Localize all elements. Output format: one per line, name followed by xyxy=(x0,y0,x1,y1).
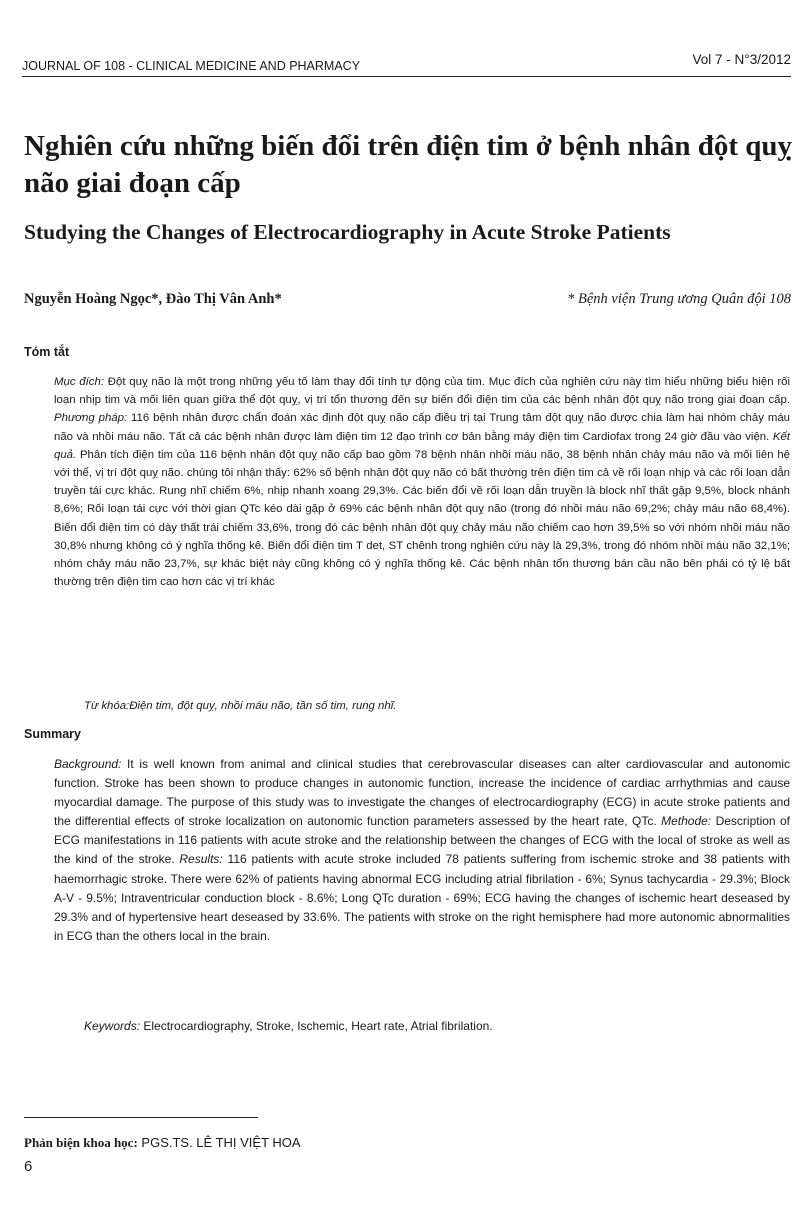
background-label: Background: xyxy=(54,757,122,771)
background-text: It is well known from animal and clinical studies that cerebrovascular diseases can alter cardiovascular and autonomic function. Stroke has been shown to produce changes in autonomic function, increase the incidence of cardiac arrhythmias and cause myocardial damage. The purpose of this study was to investigate the changes of electrocardiography (ECG) in acute stroke patients and the differential effects of stroke localization on autonomic function parameters assessed by the heart rate, QTc. xyxy=(54,757,790,829)
results-label: Results: xyxy=(179,852,223,867)
keywords-en-text: Electrocardiography, Stroke, Ischemic, Heart rate, Atrial fibrilation. xyxy=(140,1019,493,1033)
running-header xyxy=(22,50,791,77)
abstract-en-heading: Summary xyxy=(24,727,81,741)
keywords-en-label: Keywords: xyxy=(84,1019,141,1033)
article-title-vietnamese: Nghiên cứu những biến đổi trên điện tim ở bệnh nhân đột quỵ não giai đoạn cấp xyxy=(24,130,793,199)
reviewer-name: PGS.TS. LÊ THỊ VIỆT HOA xyxy=(137,1135,301,1150)
purpose-text: Đột quỵ não là một trong những yếu tố làm thay đổi tính tự động của tim. Mục đích của nghiên cứu này tìm hiểu những biểu hiện rối loạn nhịp tim và mối liên quan giữa thể đột quỵ, vị trí tổn thương đến sự biến đổi điện tim của các bệnh nhân đột quỵ não trong giai đoạn cấp. xyxy=(54,376,790,407)
journal-name: JOURNAL OF 108 - CLINICAL MEDICINE AND PHARMACY xyxy=(22,59,361,73)
affiliation: * Bệnh viện Trung ương Quân đội 108 xyxy=(567,291,791,307)
abstract-vi-heading: Tóm tắt xyxy=(24,345,70,359)
result-label: Kết quả. xyxy=(54,430,790,461)
reviewer-note xyxy=(24,1135,301,1151)
method-text: 116 bệnh nhân được chẩn đoán xác định đột quỵ não cấp điều trị tại Trung tâm đột quỵ não được chia làm hai nhóm chảy máu não và nhồi máu não. Tất cả các bệnh nhân được làm điện tim 12 đạo trình cơ bản bằng máy điện tim Cardiofax trong 24 giờ đầu vào viện. xyxy=(54,412,790,443)
keywords-en xyxy=(84,1019,493,1033)
methode-text: Description of ECG manifestations in 116 patients with acute stroke and the relationship between the changes of ECG with the local of stroke as well as the kind of the stroke. xyxy=(54,814,791,867)
article-title-english: Studying the Changes of Electrocardiography in Acute Stroke Patients xyxy=(24,220,671,244)
abstract-en-body xyxy=(54,755,790,946)
method-label: Phương pháp: xyxy=(54,412,128,425)
results-text: 116 patients with acute stroke included 78 patients suffering from ischemic stroke and 38 patients with haemorrhagic stroke. There were 62% of patients having abnormal ECG including atrial fibrilation - 6%; Synus tachycardia - 29.3%; Block A-V - 9.5%; Intraventricular conduction block - 8.6%; Long QTc duration - 69%; ECG having the changes of ischemic heart deseased by 29.3% and of hypertensive heart deseased by 33.6%. The patients with stroke on the right hemisphere had more autonomic abnormalities in ECG than the others local in the brain. xyxy=(54,852,790,943)
footnote-divider xyxy=(24,1117,258,1118)
abstract-vi-body xyxy=(54,373,790,591)
purpose-label: Mục đích: xyxy=(54,376,104,388)
issue-number: Vol 7 - N°3/2012 xyxy=(692,52,791,67)
result-text: Phân tích điện tim của 116 bệnh nhân đột quỵ não cấp bao gồm 78 bệnh nhân nhồi máu não, 38 bệnh nhân chảy máu não và mối liên hệ với thể, vị trí đột quỵ não. chúng tôi nhận thấy: 62% số bệnh nhân đột quỵ não có bất thường trên điện tim cả về rối loạn nhịp và các rối loạn dẫn truyền tái cực khác. Rung nhĩ chiếm 6%, nhịp nhanh xoang 29,3%. Các biến đổi về rối loạn dẫn truyền là block nhĩ thất gặp 9,5%, block nhánh 8,6%; Rối loạn tái cực với thời gian QTc kéo dài gặp ở 69% các bệnh nhân đột quỵ não (trong đó nhồi máu não 69,2%; chảy máu não 68,4%). Biến đổi điện tim có dày thất trái chiếm 33,6%, trong đó các bệnh nhân đột quỵ chảy máu não chiếm cao hơn 39,5% so với nhóm nhồi máu não 30,8% nhưng không có ý nghĩa thống kê. Biến đổi điện tim T det, ST chênh trong nghiên cứu này là 29,3%, trong đó nhóm nhồi máu não 32,1%; nhóm chảy máu não 23,7%, sự khác biệt này cũng không có ý nghĩa thống kê. Các bệnh nhân tổn thương bán cầu não bên phải có tỷ lệ bất thường trên điện tim cao hơn các vị trí khác xyxy=(54,448,790,589)
page-number: 6 xyxy=(24,1158,33,1175)
reviewer-label: Phản biện khoa học: xyxy=(24,1135,138,1150)
keywords-vi: Từ khóa:Điện tim, đột quỵ, nhồi máu não, tần số tim, rung nhĩ. xyxy=(84,700,397,712)
methode-label: Methode: xyxy=(661,814,712,829)
authors: Nguyễn Hoàng Ngọc*, Đào Thị Vân Anh* xyxy=(24,291,282,307)
